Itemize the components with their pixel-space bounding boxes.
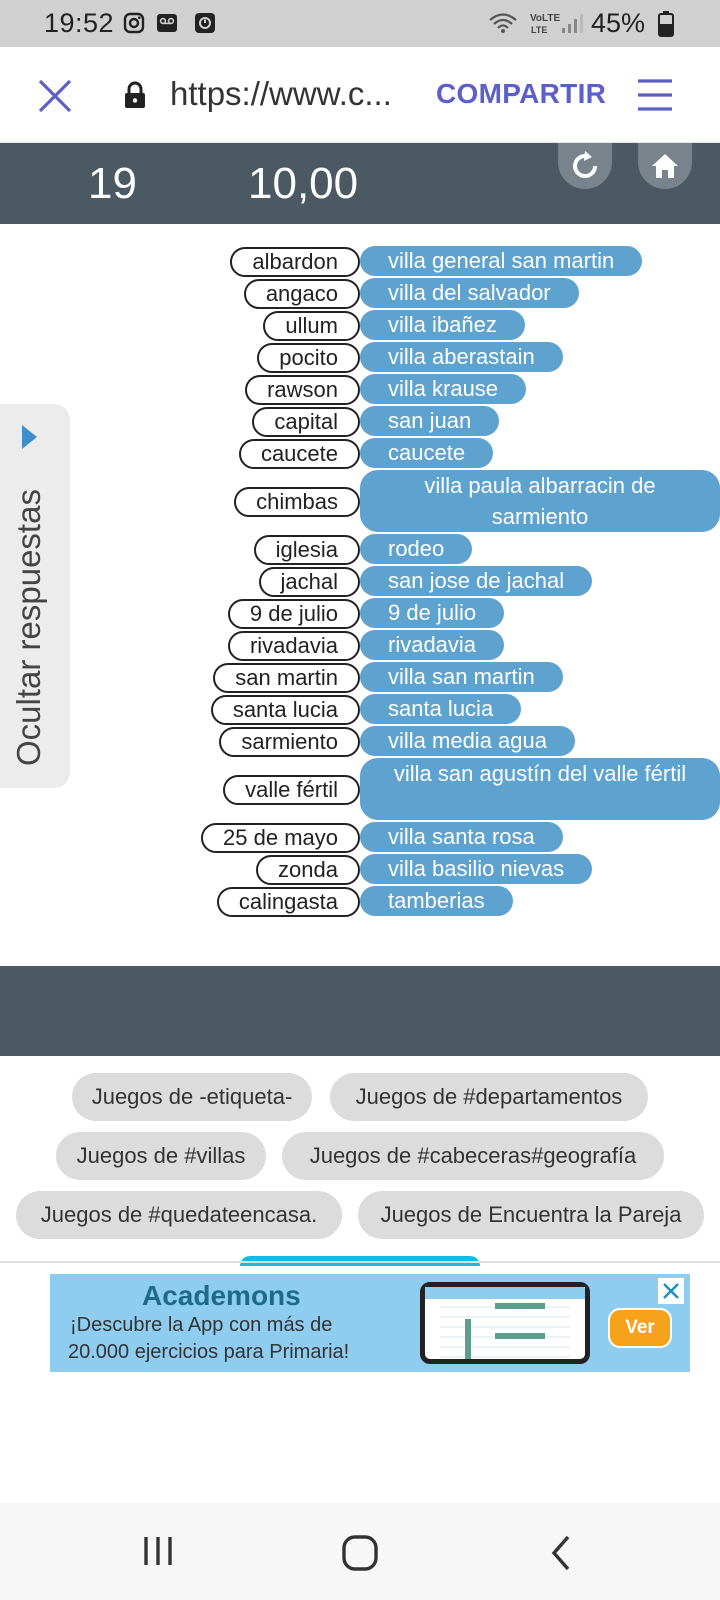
- triangle-right-icon: [20, 424, 38, 450]
- ad-cta-button[interactable]: Ver: [608, 1308, 672, 1348]
- ad-line-2: 20.000 ejercicios para Primaria!: [68, 1341, 350, 1363]
- answer-label: san jose de jachal: [360, 566, 592, 596]
- signal-icon: [560, 12, 586, 34]
- department-label[interactable]: caucete: [239, 439, 360, 469]
- home-button[interactable]: [638, 143, 692, 189]
- answer-row: [0, 342, 720, 374]
- answer-row: [0, 662, 720, 694]
- divider: [0, 1261, 720, 1263]
- answer-row: [0, 598, 720, 630]
- answer-label: rivadavia: [360, 630, 504, 660]
- department-label[interactable]: valle fértil: [223, 775, 360, 805]
- department-label[interactable]: jachal: [259, 567, 360, 597]
- answer-label: rodeo: [360, 534, 472, 564]
- department-label[interactable]: san martin: [213, 663, 360, 693]
- answer-label: caucete: [360, 438, 493, 468]
- url-field[interactable]: https://www.c...: [170, 75, 392, 112]
- score: 10,00: [248, 159, 359, 208]
- answer-label: tamberias: [360, 886, 513, 916]
- back-icon[interactable]: [548, 1533, 574, 1573]
- reload-button[interactable]: [558, 143, 612, 189]
- section-band: [0, 966, 720, 1056]
- tag-cabeceras[interactable]: Juegos de #cabeceras#geografía: [282, 1132, 664, 1180]
- wifi-icon: [488, 12, 518, 34]
- answer-row: [0, 854, 720, 886]
- status-time: 19:52: [44, 8, 115, 38]
- answer-row: [0, 470, 720, 534]
- answer-row: [0, 630, 720, 662]
- department-label[interactable]: pocito: [257, 343, 360, 373]
- answer-label: villa krause: [360, 374, 526, 404]
- tag-villas[interactable]: Juegos de #villas: [56, 1132, 266, 1180]
- battery-icon: [658, 11, 674, 37]
- hide-answers-label: Ocultar respuestas: [10, 489, 47, 766]
- status-bar: [0, 0, 720, 47]
- answer-label: villa del salvador: [360, 278, 579, 308]
- department-label[interactable]: angaco: [244, 279, 360, 309]
- ad-close-button[interactable]: [658, 1278, 684, 1304]
- answer-label: villa paula albarracin de sarmiento: [360, 470, 720, 532]
- answer-label: villa ibañez: [360, 310, 525, 340]
- answer-row: [0, 246, 720, 278]
- battery-level: 45%: [591, 8, 646, 38]
- ad-banner[interactable]: [50, 1274, 690, 1372]
- answer-row: [0, 886, 720, 918]
- department-label[interactable]: calingasta: [217, 887, 360, 917]
- answer-row: [0, 310, 720, 342]
- answer-label: villa aberastain: [360, 342, 563, 372]
- recents-icon[interactable]: [140, 1533, 176, 1569]
- department-label[interactable]: rawson: [245, 375, 360, 405]
- department-label[interactable]: 25 de mayo: [201, 823, 360, 853]
- ad-grid-illustration: [425, 1299, 585, 1369]
- reload-icon: [567, 148, 603, 184]
- item-count: 19: [88, 159, 137, 208]
- ad-line-1: ¡Descubre la App con más de: [70, 1314, 333, 1336]
- answer-label: san juan: [360, 406, 499, 436]
- department-label[interactable]: iglesia: [254, 535, 360, 565]
- department-label[interactable]: 9 de julio: [228, 599, 360, 629]
- system-nav-bar: [0, 1503, 720, 1600]
- answer-label: villa santa rosa: [360, 822, 563, 852]
- answer-label: villa san martin: [360, 662, 563, 692]
- answer-label: villa general san martin: [360, 246, 642, 276]
- volte-label: VoLTE: [530, 13, 561, 24]
- answer-label: villa basilio nievas: [360, 854, 592, 884]
- department-label[interactable]: albardon: [230, 247, 360, 277]
- ad-brand: Academons: [142, 1280, 301, 1311]
- instagram-icon: [123, 12, 145, 34]
- hide-answers-tab[interactable]: [0, 404, 70, 788]
- answer-row: [0, 534, 720, 566]
- department-label[interactable]: santa lucia: [211, 695, 360, 725]
- department-label[interactable]: sarmiento: [219, 727, 360, 757]
- department-label[interactable]: zonda: [256, 855, 360, 885]
- answer-row: [0, 406, 720, 438]
- answer-label: villa media agua: [360, 726, 575, 756]
- answer-label: santa lucia: [360, 694, 521, 724]
- department-label[interactable]: chimbas: [234, 487, 360, 517]
- browser-bar: [0, 47, 720, 143]
- tag-etiqueta[interactable]: Juegos de -etiqueta-: [72, 1073, 312, 1121]
- screen-icon: [194, 12, 216, 34]
- department-label[interactable]: ullum: [263, 311, 360, 341]
- close-icon[interactable]: [36, 77, 74, 115]
- tag-quedateencasa[interactable]: Juegos de #quedateencasa.: [16, 1191, 342, 1239]
- lock-icon: [122, 80, 148, 110]
- share-button[interactable]: COMPARTIR: [436, 78, 607, 109]
- answer-row: [0, 726, 720, 758]
- home-icon: [650, 151, 680, 181]
- answer-label: 9 de julio: [360, 598, 504, 628]
- answer-row: [0, 566, 720, 598]
- answer-row: [0, 438, 720, 470]
- close-icon: [658, 1278, 684, 1304]
- svg-text:LTE: LTE: [531, 25, 548, 35]
- answer-row: [0, 374, 720, 406]
- answer-row: [0, 278, 720, 310]
- answer-row: [0, 822, 720, 854]
- tag-encuentra-la-pareja[interactable]: Juegos de Encuentra la Pareja: [358, 1191, 704, 1239]
- answer-row: [0, 758, 720, 822]
- home-button-icon[interactable]: [340, 1533, 380, 1573]
- department-label[interactable]: capital: [252, 407, 360, 437]
- voicemail-icon: [156, 12, 178, 34]
- volte-icon: [528, 10, 561, 36]
- game-header: [0, 143, 720, 224]
- ad-phone-image: [420, 1282, 590, 1364]
- answer-row: [0, 694, 720, 726]
- menu-icon[interactable]: [636, 77, 674, 113]
- answer-label: villa san agustín del valle fértil: [360, 758, 720, 820]
- department-label[interactable]: rivadavia: [228, 631, 360, 661]
- tag-departamentos[interactable]: Juegos de #departamentos: [330, 1073, 648, 1121]
